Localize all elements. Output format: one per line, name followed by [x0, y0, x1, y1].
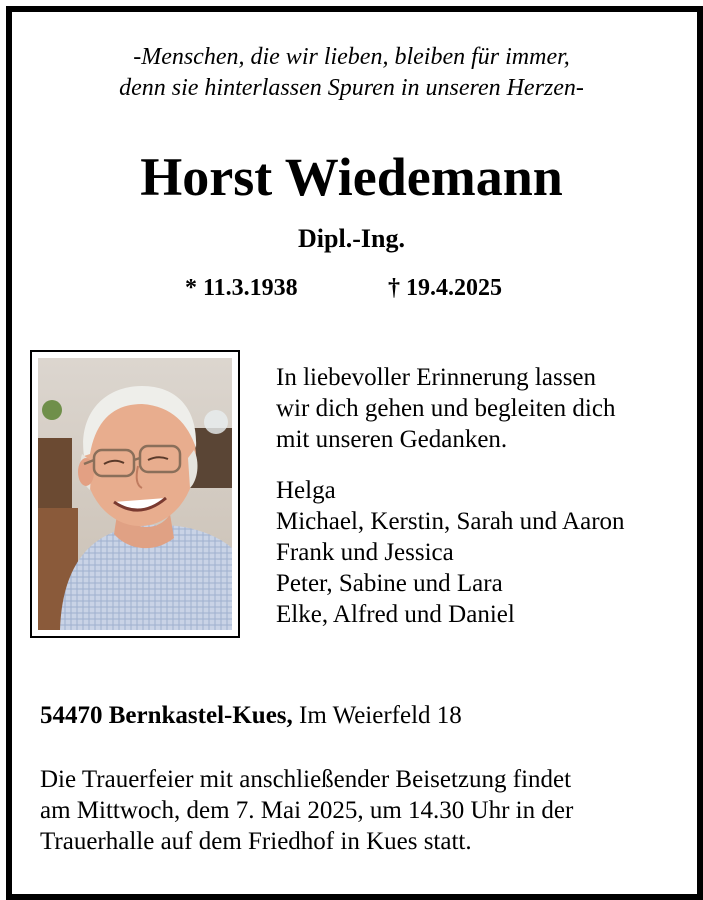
portrait-image: [38, 358, 232, 630]
remembrance-line: In liebevoller Erinnerung lassen: [276, 364, 597, 391]
remembrance-line: mit unseren Gedanken.: [276, 426, 508, 453]
death-date: † 19.4.2025: [388, 275, 502, 301]
portrait-photo: [30, 350, 240, 638]
deceased-name: Horst Wiedemann: [140, 147, 563, 207]
ceremony-notice: [40, 764, 573, 857]
remembrance-text: [276, 362, 615, 455]
motto: [0, 42, 703, 104]
mourner-line: Michael, Kerstin, Sarah und Aaron: [276, 508, 625, 535]
motto-line-1: -Menschen, die wir lieben, bleiben für immer,: [133, 44, 570, 70]
remembrance-line: wir dich gehen und begleiten dich: [276, 395, 616, 422]
mourners-list: [276, 475, 625, 630]
mourner-line: Peter, Sabine und Lara: [276, 570, 503, 597]
address-street: Im Weierfeld 18: [299, 702, 462, 729]
birth-date: * 11.3.1938: [185, 275, 298, 301]
motto-line-2: denn sie hinterlassen Spuren in unseren Herzen-: [119, 75, 584, 101]
mourner-line: Frank und Jessica: [276, 539, 454, 566]
ceremony-line: Trauerhalle auf dem Friedhof in Kues statt.: [40, 828, 472, 855]
address-city: 54470 Bernkastel-Kues,: [40, 702, 293, 729]
deceased-title: Dipl.-Ing.: [298, 224, 405, 253]
mourner-line: Helga: [276, 477, 336, 504]
mourner-line: Elke, Alfred und Daniel: [276, 601, 515, 628]
ceremony-line: am Mittwoch, dem 7. Mai 2025, um 14.30 Uhr in der: [40, 797, 574, 824]
address: [40, 700, 462, 732]
ceremony-line: Die Trauerfeier mit anschließender Beisetzung findet: [40, 766, 572, 793]
